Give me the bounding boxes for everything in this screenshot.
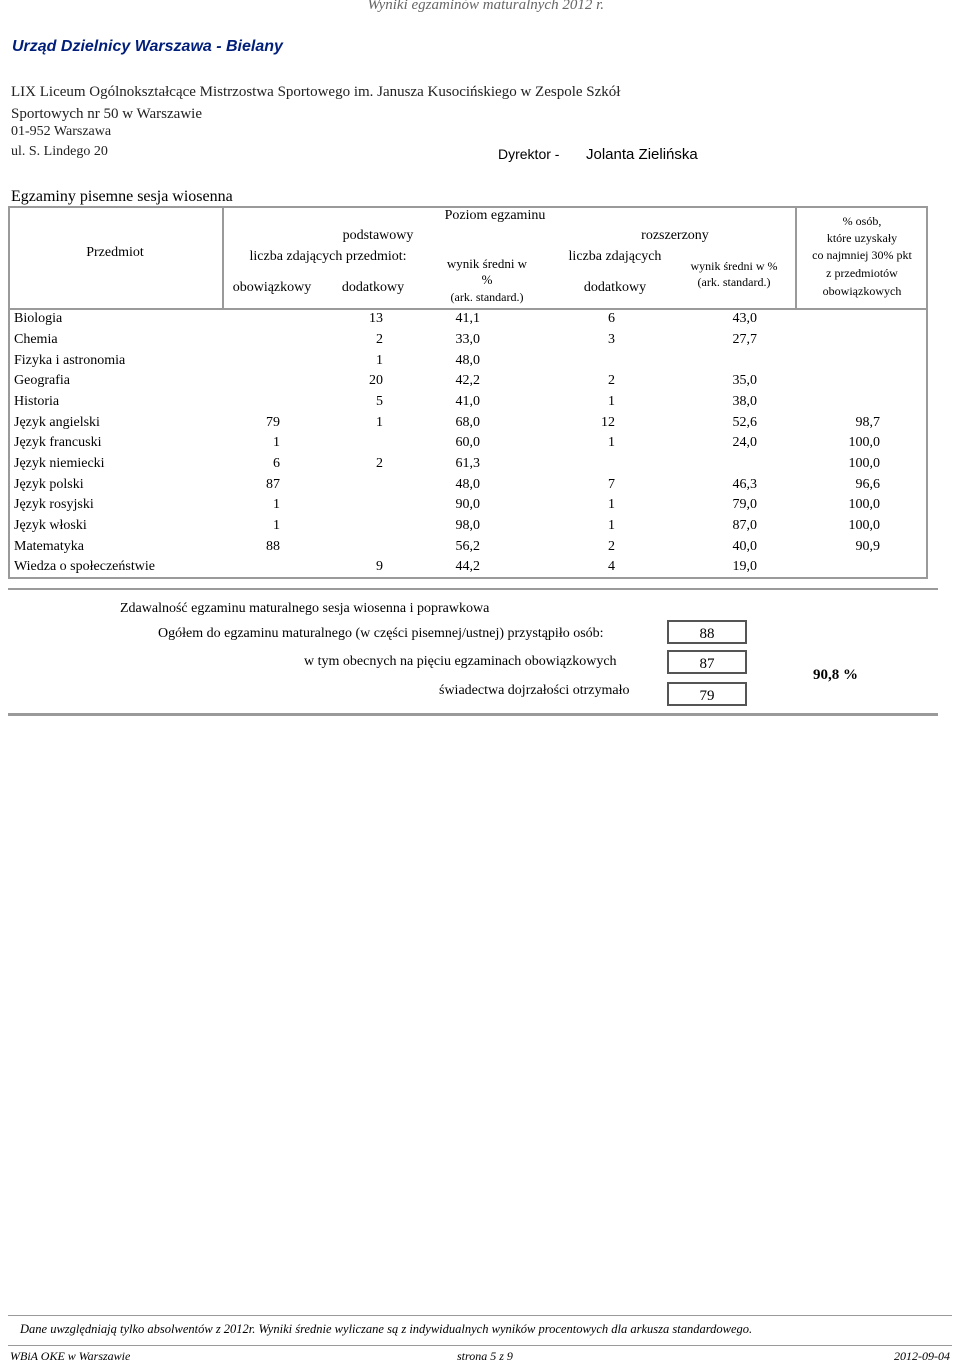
- cell-additional: 9: [376, 559, 383, 574]
- cell-mandatory: 1: [273, 497, 280, 512]
- cell-subject: Język polski: [14, 477, 84, 492]
- cell-ext-additional: 3: [608, 332, 615, 347]
- cell-additional: 2: [376, 332, 383, 347]
- table-row: [0, 456, 960, 476]
- header-takers-ext: liczba zdających: [568, 249, 662, 264]
- cell-subject: Język rosyjski: [14, 497, 94, 512]
- table-row: [0, 518, 960, 538]
- table-row: [0, 539, 960, 559]
- cell-pct: 100,0: [848, 435, 880, 450]
- table-row: [0, 477, 960, 497]
- cell-avg-basic: 48,0: [455, 477, 480, 492]
- cell-avg-basic: 44,2: [455, 559, 480, 574]
- cell-subject: Wiedza o społeczeństwie: [14, 559, 155, 574]
- header-avg-basic-2: %: [481, 272, 493, 287]
- cell-avg-ext: 52,6: [732, 415, 757, 430]
- cell-additional: 1: [376, 353, 383, 368]
- cell-avg-basic: 61,3: [455, 456, 480, 471]
- header-pct-5: obowiązkowych: [822, 284, 902, 298]
- cell-subject: Chemia: [14, 332, 58, 347]
- cell-ext-additional: 2: [608, 373, 615, 388]
- table-row: [0, 394, 960, 414]
- cell-subject: Biologia: [14, 311, 63, 326]
- header-pct-1: % osób,: [842, 214, 882, 228]
- exam-section-title: Egzaminy pisemne sesja wiosenna: [11, 188, 233, 205]
- footer-org: WBiA OKE w Warszawie: [10, 1349, 131, 1363]
- cell-ext-additional: 12: [601, 415, 615, 430]
- table-row: [0, 353, 960, 373]
- cell-subject: Język francuski: [14, 435, 102, 450]
- header-extended: rozszerzony: [641, 228, 709, 243]
- cell-avg-ext: 35,0: [732, 373, 757, 388]
- header-takers-basic: liczba zdających przedmiot:: [249, 249, 407, 264]
- summary-line2-value: 87: [667, 650, 747, 674]
- table-row: [0, 415, 960, 435]
- cell-subject: Fizyka i astronomia: [14, 353, 126, 368]
- table-row: [0, 435, 960, 455]
- cell-ext-additional: 1: [608, 435, 615, 450]
- cell-mandatory: 6: [273, 456, 280, 471]
- table-row: [0, 373, 960, 393]
- cell-mandatory: 1: [273, 435, 280, 450]
- cell-pct: 100,0: [848, 497, 880, 512]
- header-avg-ext-2: (ark. standard.): [697, 275, 771, 289]
- summary-bottom-rule: [8, 713, 938, 716]
- cell-ext-additional: 7: [608, 477, 615, 492]
- director-name: Jolanta Zielińska: [586, 146, 698, 163]
- header-additional-ext: dodatkowy: [583, 280, 647, 295]
- cell-mandatory: 87: [266, 477, 280, 492]
- footer-date: 2012-09-04: [894, 1349, 950, 1363]
- summary-top-rule: [8, 588, 938, 590]
- header-level: Poziom egzaminu: [444, 208, 546, 223]
- school-street: ul. S. Lindego 20: [11, 144, 108, 159]
- cell-pct: 100,0: [848, 456, 880, 471]
- cell-ext-additional: 4: [608, 559, 615, 574]
- summary-line1-label: Ogółem do egzaminu maturalnego (w części pisemnej/ustnej) przystąpiło osób:: [158, 626, 604, 641]
- cell-additional: 13: [369, 311, 383, 326]
- cell-avg-ext: 40,0: [732, 539, 757, 554]
- table-row: [0, 559, 960, 579]
- header-additional: dodatkowy: [341, 280, 405, 295]
- cell-subject: Język angielski: [14, 415, 100, 430]
- summary-percent: 90,8 %: [813, 667, 858, 683]
- cell-subject: Matematyka: [14, 539, 84, 554]
- cell-avg-ext: 79,0: [732, 497, 757, 512]
- cell-pct: 96,6: [855, 477, 880, 492]
- cell-pct: 90,9: [855, 539, 880, 554]
- cell-avg-basic: 42,2: [455, 373, 480, 388]
- header-mandatory: obowiązkowy: [232, 280, 312, 295]
- header-pct-2: które uzyskały: [826, 231, 898, 245]
- cell-avg-ext: 19,0: [732, 559, 757, 574]
- cell-additional: 2: [376, 456, 383, 471]
- cell-avg-basic: 41,1: [455, 311, 480, 326]
- cell-pct: 100,0: [848, 518, 880, 533]
- cell-additional: 20: [369, 373, 383, 388]
- cell-avg-basic: 41,0: [455, 394, 480, 409]
- cell-ext-additional: 1: [608, 518, 615, 533]
- cell-avg-basic: 98,0: [455, 518, 480, 533]
- cell-ext-additional: 1: [608, 394, 615, 409]
- header-avg-basic-3: (ark. standard.): [450, 290, 524, 304]
- table-row: [0, 332, 960, 352]
- summary-line2-label: w tym obecnych na pięciu egzaminach obowiązkowych: [304, 654, 617, 669]
- cell-avg-basic: 48,0: [455, 353, 480, 368]
- district-title: Urząd Dzielnicy Warszawa - Bielany: [12, 38, 283, 55]
- school-name-line2: Sportowych nr 50 w Warszawie: [11, 106, 202, 122]
- cell-avg-ext: 27,7: [732, 332, 757, 347]
- cell-mandatory: 88: [266, 539, 280, 554]
- cell-avg-ext: 43,0: [732, 311, 757, 326]
- table-row: [0, 311, 960, 331]
- page-header-note: Wyniki egzaminów maturalnych 2012 r.: [367, 0, 604, 13]
- school-postal: 01-952 Warszawa: [11, 124, 112, 139]
- header-subject: Przedmiot: [86, 245, 144, 260]
- summary-title: Zdawalność egzaminu maturalnego sesja wiosenna i poprawkowa: [120, 601, 490, 616]
- header-avg-ext-1: wynik średni w %: [690, 259, 778, 273]
- cell-avg-basic: 90,0: [455, 497, 480, 512]
- header-pct-3: co najmniej 30% pkt: [812, 248, 912, 262]
- cell-pct: 98,7: [855, 415, 880, 430]
- cell-additional: 1: [376, 415, 383, 430]
- cell-avg-basic: 33,0: [455, 332, 480, 347]
- summary-line1-value: 88: [667, 620, 747, 644]
- header-pct-4: z przedmiotów: [826, 266, 898, 280]
- cell-avg-basic: 60,0: [455, 435, 480, 450]
- director-label: Dyrektor -: [498, 146, 560, 162]
- cell-ext-additional: 2: [608, 539, 615, 554]
- cell-ext-additional: 6: [608, 311, 615, 326]
- footer-page: strona 5 z 9: [457, 1349, 513, 1363]
- cell-mandatory: 1: [273, 518, 280, 533]
- school-name-line1: LIX Liceum Ogólnokształcące Mistrzostwa Sportowego im. Janusza Kusocińskiego w Zespole Szkół: [11, 84, 621, 100]
- header-basic: podstawowy: [342, 228, 414, 243]
- cell-ext-additional: 1: [608, 497, 615, 512]
- footer-note: Dane uwzględniają tylko absolwentów z 2012r. Wyniki średnie wyliczane są z indywidualnych wyników procentowych dla arkusza standardowego.: [20, 1322, 753, 1336]
- cell-subject: Historia: [14, 394, 60, 409]
- table-row: [0, 497, 960, 517]
- cell-subject: Język włoski: [14, 518, 87, 533]
- cell-additional: 5: [376, 394, 383, 409]
- cell-avg-basic: 68,0: [455, 415, 480, 430]
- cell-subject: Geografia: [14, 373, 70, 388]
- header-avg-basic-1: wynik średni w: [446, 256, 528, 271]
- summary-line3-value: 79: [667, 682, 747, 706]
- cell-avg-ext: 46,3: [732, 477, 757, 492]
- cell-avg-ext: 24,0: [732, 435, 757, 450]
- cell-avg-basic: 56,2: [455, 539, 480, 554]
- summary-line3-label: świadectwa dojrzałości otrzymało: [439, 683, 630, 698]
- cell-avg-ext: 87,0: [732, 518, 757, 533]
- footer-rule-2: [8, 1345, 952, 1346]
- cell-mandatory: 79: [266, 415, 280, 430]
- cell-avg-ext: 38,0: [732, 394, 757, 409]
- cell-subject: Język niemiecki: [14, 456, 105, 471]
- footer-rule: [8, 1315, 952, 1316]
